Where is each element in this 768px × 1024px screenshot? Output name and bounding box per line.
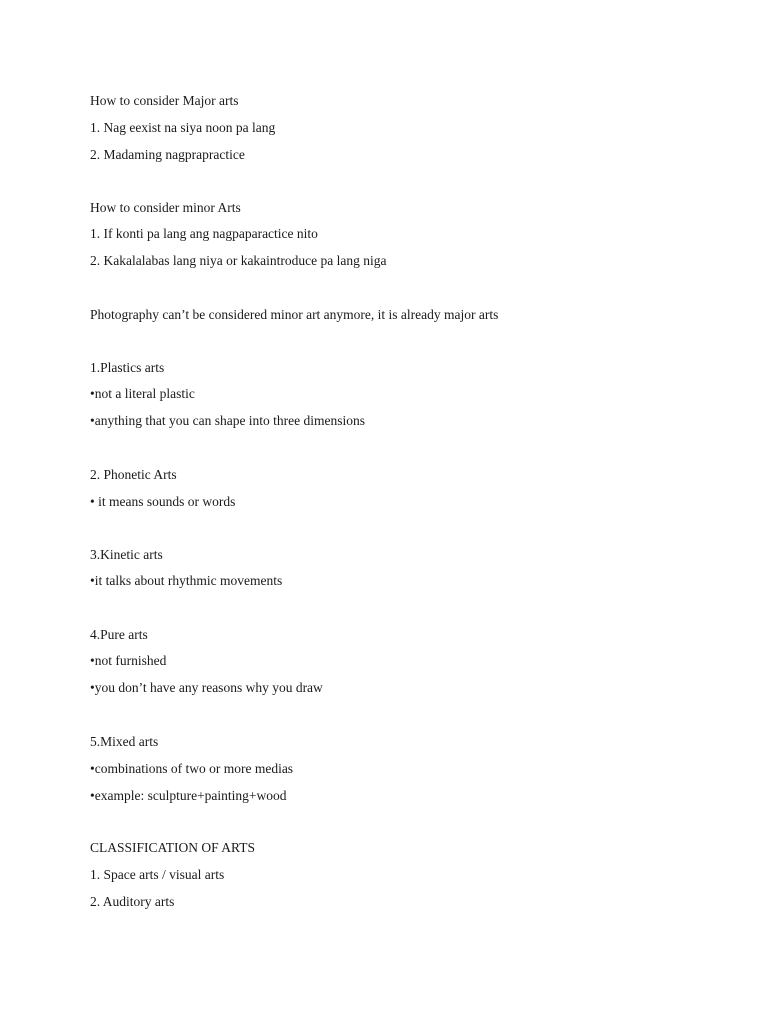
plastic-arts-heading: 1.Plastics arts — [90, 360, 165, 375]
mixed-arts-bullet: •combinations of two or more medias — [90, 761, 294, 776]
photography-note: Photography can’t be considered minor art anymore, it is already major arts — [90, 307, 499, 322]
mixed-arts-bullet: •example: sculpture+painting+wood — [90, 788, 287, 803]
plastic-arts-bullet: •not a literal plastic — [90, 386, 195, 401]
kinetic-arts-heading: 3.Kinetic arts — [90, 547, 163, 562]
classification-item: 2. Auditory arts — [90, 894, 175, 909]
kinetic-arts-bullet: •it talks about rhythmic movements — [90, 573, 283, 588]
minor-arts-item: 1. If konti pa lang ang nagpaparactice nito — [90, 226, 318, 241]
minor-arts-item: 2. Kakalalabas lang niya or kakaintroduce pa lang niga — [90, 253, 387, 268]
classification-heading: CLASSIFICATION OF ARTS — [90, 840, 255, 855]
pure-arts-heading: 4.Pure arts — [90, 627, 148, 642]
major-arts-heading: How to consider Major arts — [90, 93, 239, 108]
pure-arts-bullet: •you don’t have any reasons why you draw — [90, 680, 323, 695]
major-arts-item: 1. Nag eexist na siya noon pa lang — [90, 120, 276, 135]
classification-item: 1. Space arts / visual arts — [90, 867, 225, 882]
major-arts-item: 2. Madaming nagprapractice — [90, 147, 245, 162]
mixed-arts-heading: 5.Mixed arts — [90, 734, 159, 749]
phonetic-arts-bullet: • it means sounds or words — [90, 494, 236, 509]
pure-arts-bullet: •not furnished — [90, 653, 167, 668]
minor-arts-heading: How to consider minor Arts — [90, 200, 241, 215]
phonetic-arts-heading: 2. Phonetic Arts — [90, 467, 177, 482]
plastic-arts-bullet: •anything that you can shape into three dimensions — [90, 413, 366, 428]
